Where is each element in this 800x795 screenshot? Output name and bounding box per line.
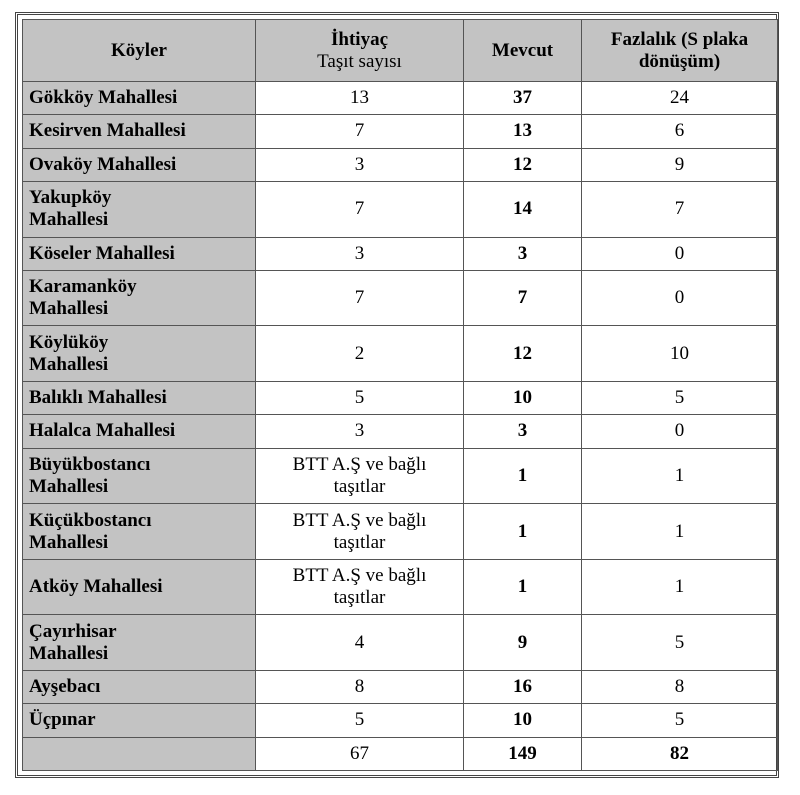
surplus-cell: 0 <box>582 415 778 448</box>
village-name-line: Köylüköy <box>29 331 109 353</box>
village-name-line: Mahallesi <box>29 353 109 375</box>
need-line: 7 <box>354 120 365 142</box>
total-surplus-cell: 82 <box>582 737 778 770</box>
available-cell: 9 <box>464 615 582 671</box>
need-cell <box>256 270 464 326</box>
surplus-cell: 7 <box>582 181 778 237</box>
village-name-line: Karamanköy <box>29 276 137 298</box>
table-row <box>23 448 778 504</box>
table-frame <box>15 12 779 778</box>
available-cell: 7 <box>464 270 582 326</box>
table-row <box>23 148 778 181</box>
need-line: 13 <box>350 87 369 109</box>
need-line: 3 <box>354 242 365 264</box>
need-cell <box>256 326 464 382</box>
need-line: 5 <box>354 387 365 409</box>
need-line: BTT A.Ş ve bağlı <box>292 565 427 587</box>
table-row <box>23 270 778 326</box>
village-name-line: Mahallesi <box>29 531 109 553</box>
village-name-cell <box>23 448 256 504</box>
village-name-line: Gökköy Mahallesi <box>29 87 178 109</box>
need-cell <box>256 181 464 237</box>
village-name-line: Balıklı Mahallesi <box>29 387 167 409</box>
village-name-line: Atköy Mahallesi <box>29 576 163 598</box>
available-cell: 37 <box>464 82 582 115</box>
need-cell <box>256 670 464 703</box>
table-row <box>23 115 778 148</box>
table-row <box>23 615 778 671</box>
village-name-cell <box>23 670 256 703</box>
surplus-cell: 6 <box>582 115 778 148</box>
header-surplus-line1: Fazlalık (S plaka <box>610 28 749 50</box>
available-cell: 1 <box>464 504 582 560</box>
header-surplus <box>582 20 778 82</box>
available-cell: 1 <box>464 448 582 504</box>
header-need <box>256 20 464 82</box>
village-name-cell <box>23 148 256 181</box>
need-cell <box>256 448 464 504</box>
need-line: 7 <box>354 287 365 309</box>
available-cell: 12 <box>464 326 582 382</box>
village-name-cell <box>23 326 256 382</box>
need-cell <box>256 115 464 148</box>
surplus-cell: 5 <box>582 615 778 671</box>
village-name-cell <box>23 181 256 237</box>
total-label-cell <box>23 737 256 770</box>
table-row <box>23 237 778 270</box>
surplus-cell: 8 <box>582 670 778 703</box>
total-row <box>23 737 778 770</box>
village-name-line: Çayırhisar <box>29 620 117 642</box>
table-row <box>23 504 778 560</box>
village-name-line: Ayşebacı <box>29 676 101 698</box>
village-name-cell <box>23 704 256 737</box>
header-need-sub: Taşıt sayısı <box>317 50 402 72</box>
village-name-cell <box>23 237 256 270</box>
village-name-line: Mahallesi <box>29 475 109 497</box>
need-cell <box>256 615 464 671</box>
table-row <box>23 181 778 237</box>
need-line: BTT A.Ş ve bağlı <box>292 453 427 475</box>
available-cell: 12 <box>464 148 582 181</box>
header-villages: Köyler <box>23 20 256 82</box>
available-cell: 3 <box>464 237 582 270</box>
village-name-line: Halalca Mahallesi <box>29 420 176 442</box>
village-name-line: Büyükbostancı <box>29 453 151 475</box>
surplus-cell: 5 <box>582 382 778 415</box>
need-line: 3 <box>354 420 365 442</box>
surplus-cell: 24 <box>582 82 778 115</box>
header-available: Mevcut <box>464 20 582 82</box>
need-line: 5 <box>354 709 365 731</box>
need-cell <box>256 237 464 270</box>
village-name-cell <box>23 382 256 415</box>
need-line: taşıtlar <box>333 587 386 609</box>
village-name-line: Mahallesi <box>29 209 109 231</box>
village-name-line: Küçükbostancı <box>29 509 152 531</box>
need-line: 8 <box>354 676 365 698</box>
table-row <box>23 670 778 703</box>
table-row <box>23 326 778 382</box>
need-cell <box>256 559 464 615</box>
available-cell: 16 <box>464 670 582 703</box>
need-line: 3 <box>354 153 365 175</box>
available-cell: 13 <box>464 115 582 148</box>
table-row <box>23 704 778 737</box>
need-line: BTT A.Ş ve bağlı <box>292 509 427 531</box>
available-cell: 1 <box>464 559 582 615</box>
need-cell <box>256 415 464 448</box>
village-name-cell <box>23 415 256 448</box>
village-name-cell <box>23 615 256 671</box>
village-name-cell <box>23 115 256 148</box>
need-cell <box>256 704 464 737</box>
village-name-line: Mahallesi <box>29 298 109 320</box>
village-name-cell <box>23 504 256 560</box>
table-row <box>23 382 778 415</box>
surplus-cell: 1 <box>582 504 778 560</box>
village-name-line: Ovaköy Mahallesi <box>29 153 177 175</box>
vehicle-table <box>22 19 778 771</box>
need-line: 2 <box>354 342 365 364</box>
village-name-line: Üçpınar <box>29 709 96 731</box>
village-name-line: Mahallesi <box>29 642 109 664</box>
village-name-cell <box>23 270 256 326</box>
table-row <box>23 82 778 115</box>
table-body <box>23 82 778 771</box>
need-line: 7 <box>354 198 365 220</box>
surplus-cell: 9 <box>582 148 778 181</box>
available-cell: 10 <box>464 704 582 737</box>
surplus-cell: 5 <box>582 704 778 737</box>
need-cell <box>256 148 464 181</box>
header-surplus-line2: dönüşüm) <box>638 50 721 72</box>
need-line: taşıtlar <box>333 531 386 553</box>
surplus-cell: 0 <box>582 237 778 270</box>
total-available-cell: 149 <box>464 737 582 770</box>
available-cell: 3 <box>464 415 582 448</box>
village-name-cell <box>23 559 256 615</box>
header-need-main: İhtiyaç <box>331 28 388 50</box>
village-name-line: Kesirven Mahallesi <box>29 120 186 142</box>
header-row <box>23 20 778 82</box>
need-line: 4 <box>354 631 365 653</box>
available-cell: 10 <box>464 382 582 415</box>
total-need-cell: 67 <box>256 737 464 770</box>
available-cell: 14 <box>464 181 582 237</box>
surplus-cell: 10 <box>582 326 778 382</box>
surplus-cell: 0 <box>582 270 778 326</box>
need-cell <box>256 504 464 560</box>
table-row <box>23 415 778 448</box>
village-name-line: Yakupköy <box>29 187 112 209</box>
surplus-cell: 1 <box>582 448 778 504</box>
need-cell <box>256 382 464 415</box>
surplus-cell: 1 <box>582 559 778 615</box>
village-name-cell <box>23 82 256 115</box>
need-cell <box>256 82 464 115</box>
need-line: taşıtlar <box>333 475 386 497</box>
table-row <box>23 559 778 615</box>
village-name-line: Köseler Mahallesi <box>29 242 175 264</box>
